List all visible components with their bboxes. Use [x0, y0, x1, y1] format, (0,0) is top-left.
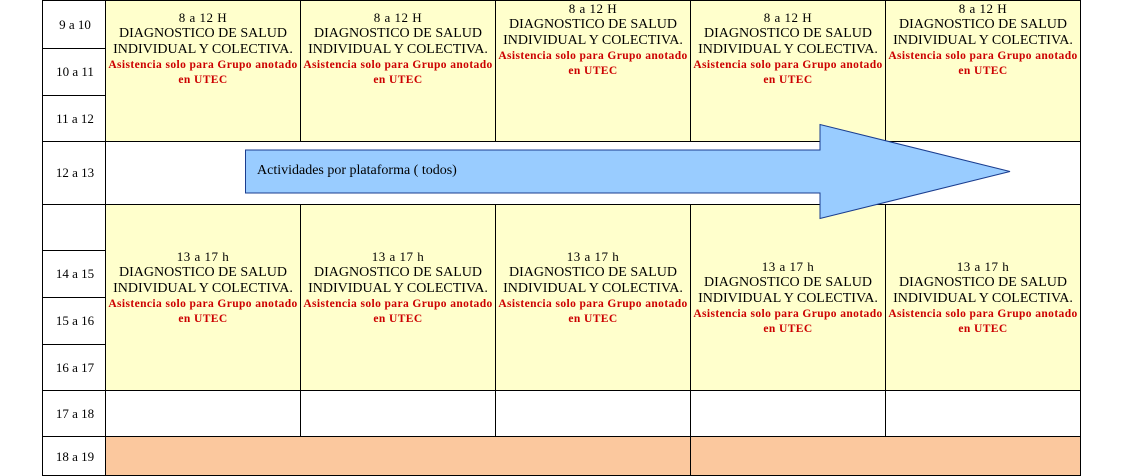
afternoon-session-day-2	[300, 204, 496, 391]
time-label-16-17: 16 a 17	[42, 344, 106, 391]
session-block	[301, 10, 495, 88]
session-note: Asistencia solo para Grupo anotado en UTEC	[498, 50, 688, 77]
empty-cell	[495, 390, 691, 437]
afternoon-session-day-4	[690, 204, 886, 391]
time-label-15-16: 15 a 16	[42, 297, 106, 345]
morning-session-day-2	[300, 0, 496, 142]
evening-block-right	[690, 436, 1081, 476]
session-block	[106, 249, 300, 327]
session-note: Asistencia solo para Grupo anotado en UTEC	[108, 298, 298, 325]
morning-session-day-1	[105, 0, 301, 142]
time-label-18-19: 18 a 19	[42, 436, 106, 476]
session-title: DIAGNOSTICO DE SALUD INDIVIDUAL Y COLECTIVA.	[698, 26, 878, 57]
session-block	[691, 10, 885, 88]
session-block	[301, 249, 495, 327]
empty-cell	[105, 390, 301, 437]
session-hours: 8 a 12 H	[373, 10, 423, 25]
time-label-17-18: 17 a 18	[42, 390, 106, 437]
time-label-12-13: 12 a 13	[42, 141, 106, 205]
session-note: Asistencia solo para Grupo anotado en UTEC	[888, 50, 1078, 77]
session-hours: 8 a 12 H	[763, 10, 813, 25]
session-note: Asistencia solo para Grupo anotado en UTEC	[498, 298, 688, 325]
session-hours: 13 a 17 h	[761, 259, 815, 274]
evening-block-left	[105, 436, 691, 476]
session-title: DIAGNOSTICO DE SALUD INDIVIDUAL Y COLECTIVA.	[503, 265, 683, 296]
afternoon-session-day-3	[495, 204, 691, 391]
session-hours: 8 a 12 H	[568, 1, 618, 16]
time-label-9-10: 9 a 10	[42, 0, 106, 49]
session-title: DIAGNOSTICO DE SALUD INDIVIDUAL Y COLECTIVA.	[893, 275, 1073, 306]
session-title: DIAGNOSTICO DE SALUD INDIVIDUAL Y COLECTIVA.	[503, 17, 683, 48]
session-note: Asistencia solo para Grupo anotado en UTEC	[693, 308, 883, 335]
session-hours: 13 a 17 h	[566, 249, 620, 264]
session-hours: 8 a 12 H	[178, 10, 228, 25]
session-title: DIAGNOSTICO DE SALUD INDIVIDUAL Y COLECTIVA.	[308, 26, 488, 57]
session-note: Asistencia solo para Grupo anotado en UTEC	[108, 59, 298, 86]
time-label-11-12: 11 a 12	[42, 95, 106, 142]
session-title: DIAGNOSTICO DE SALUD INDIVIDUAL Y COLECTIVA.	[308, 265, 488, 296]
session-block	[886, 1, 1080, 79]
session-note: Asistencia solo para Grupo anotado en UTEC	[303, 298, 493, 325]
morning-session-day-3	[495, 0, 691, 142]
empty-cell	[300, 390, 496, 437]
session-title: DIAGNOSTICO DE SALUD INDIVIDUAL Y COLECTIVA.	[113, 265, 293, 296]
session-block	[496, 249, 690, 327]
session-block	[886, 259, 1080, 337]
empty-cell	[690, 390, 886, 437]
afternoon-session-day-1	[105, 204, 301, 391]
session-hours: 13 a 17 h	[956, 259, 1010, 274]
time-label-blank	[42, 204, 106, 251]
platform-activity-label: Actividades por plataforma ( todos)	[257, 163, 457, 178]
session-title: DIAGNOSTICO DE SALUD INDIVIDUAL Y COLECTIVA.	[893, 17, 1073, 48]
session-block	[106, 10, 300, 88]
session-note: Asistencia solo para Grupo anotado en UTEC	[303, 59, 493, 86]
afternoon-session-day-5	[885, 204, 1081, 391]
session-block	[691, 259, 885, 337]
session-hours: 13 a 17 h	[176, 249, 230, 264]
empty-cell	[885, 390, 1081, 437]
session-note: Asistencia solo para Grupo anotado en UTEC	[888, 308, 1078, 335]
morning-session-day-4	[690, 0, 886, 142]
session-title: DIAGNOSTICO DE SALUD INDIVIDUAL Y COLECTIVA.	[113, 26, 293, 57]
session-block	[496, 1, 690, 79]
session-hours: 8 a 12 H	[958, 1, 1008, 16]
session-title: DIAGNOSTICO DE SALUD INDIVIDUAL Y COLECTIVA.	[698, 275, 878, 306]
time-label-14-15: 14 a 15	[42, 250, 106, 298]
session-hours: 13 a 17 h	[371, 249, 425, 264]
time-label-10-11: 10 a 11	[42, 48, 106, 96]
session-note: Asistencia solo para Grupo anotado en UTEC	[693, 59, 883, 86]
morning-session-day-5	[885, 0, 1081, 142]
